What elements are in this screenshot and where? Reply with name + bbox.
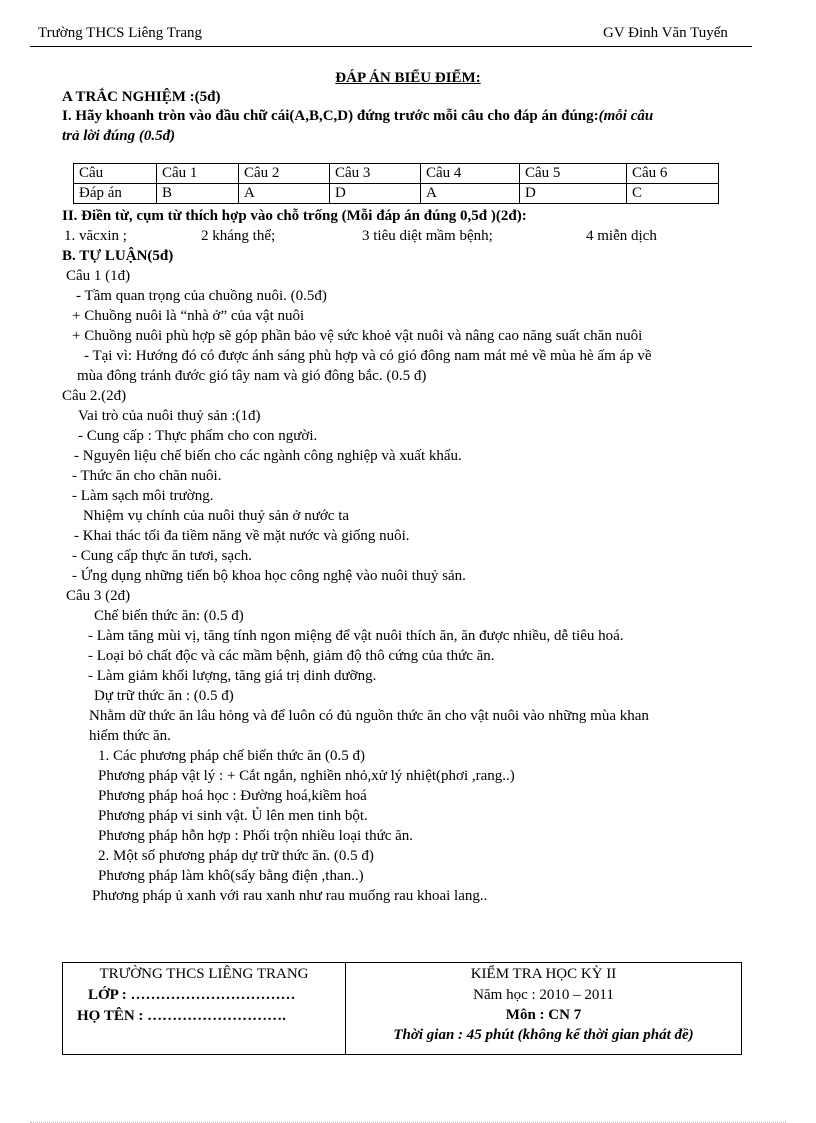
section-2-answer: 1. văcxin ; xyxy=(64,228,127,244)
answer-line: - Nguyên liệu chế biến cho các ngành công nghiệp và xuất khẩu. xyxy=(74,448,462,464)
answer-line: - Làm sạch môi trường. xyxy=(72,488,214,504)
answer-line: Nhiệm vụ chính của nuôi thuỷ sản ở nước ta xyxy=(83,508,350,524)
answer-line: - Khai thác tối đa tiềm năng về mặt nước và giống nuôi. xyxy=(74,528,410,544)
answer-line: hiếm thức ăn. xyxy=(89,728,171,744)
exam-title: KIỂM TRA HỌC KỲ II xyxy=(470,966,617,982)
table-cell: A xyxy=(421,184,520,204)
answer-line: + Chuồng nuôi phù hợp sẽ góp phần bảo vệ sức khoẻ vật nuôi và nâng cao năng suất chăn nuôi xyxy=(72,328,643,344)
table-cell: Câu 5 xyxy=(520,164,627,184)
school-year: Năm học : 2010 – 2011 xyxy=(473,987,614,1003)
table-cell: B xyxy=(157,184,239,204)
instruction-italic: (mỗi câu xyxy=(598,108,654,124)
table-cell: Câu 2 xyxy=(239,164,330,184)
instruction-italic-cont: trả lời đúng (0.5đ) xyxy=(62,128,176,144)
subject: Môn : CN 7 xyxy=(505,1007,582,1023)
answer-line: + Chuồng nuôi là “nhà ở” của vật nuôi xyxy=(72,308,305,324)
exam-duration: Thời gian : 45 phút (không kể thời gian phát đề) xyxy=(393,1027,694,1043)
answer-line: Vai trò của nuôi thuỷ sản :(1đ) xyxy=(78,408,261,424)
answer-line: - Tại vì: Hướng đó có được ánh sáng phù hợp và có gió đông nam mát mẻ về mùa hè ấm áp về xyxy=(84,348,652,364)
footer-school: TRƯỜNG THCS LIÊNG TRANG xyxy=(99,966,309,982)
answer-line: - Làm giảm khối lượng, tăng giá trị dinh dưỡng. xyxy=(88,668,377,684)
question-heading: Câu 2.(2đ) xyxy=(62,388,127,404)
answer-line: Chế biến thức ăn: (0.5 đ) xyxy=(94,608,244,624)
school-header: Trường THCS Liêng Trang xyxy=(38,25,203,41)
answer-line: - Cung cấp thực ăn tươi, sạch. xyxy=(72,548,252,564)
table-cell: Câu 1 xyxy=(157,164,239,184)
table-cell: Câu 4 xyxy=(421,164,520,184)
answer-line: Nhằm dữ thức ăn lâu hỏng và để luôn có đủ nguồn thức ăn cho vật nuôi vào những mùa khan xyxy=(89,708,649,724)
section-2-answer: 3 tiêu diệt mầm bệnh; xyxy=(362,228,493,244)
question-heading: Câu 3 (2đ) xyxy=(66,588,131,604)
name-field: HỌ TÊN : ………………………. xyxy=(77,1008,286,1024)
table-cell: D xyxy=(330,184,421,204)
answer-line: Phương pháp vi sinh vật. Ủ lên men tinh bột. xyxy=(98,808,368,824)
table-cell: Đáp án xyxy=(74,184,157,204)
question-heading: Câu 1 (1đ) xyxy=(66,268,131,284)
answer-line: Dự trữ thức ăn : (0.5 đ) xyxy=(94,688,234,704)
table-cell: Câu 6 xyxy=(627,164,719,184)
table-cell: A xyxy=(239,184,330,204)
answer-line: - Làm tăng mùi vị, tăng tính ngon miệng để vật nuôi thích ăn, ăn được nhiều, dễ tiêu hoá. xyxy=(88,628,624,644)
answer-line: Phương pháp làm khô(sấy bằng điện ,than..) xyxy=(98,868,364,884)
answer-line: Phương pháp vật lý : + Cắt ngắn, nghiền nhỏ,xử lý nhiệt(phơi ,rang..) xyxy=(98,768,515,784)
answer-line: - Thức ăn cho chăn nuôi. xyxy=(72,468,222,484)
table-cell: D xyxy=(520,184,627,204)
table-cell: C xyxy=(627,184,719,204)
part-b-heading: B. TỰ LUẬN(5đ) xyxy=(62,248,174,264)
teacher-header: GV Đinh Văn Tuyến xyxy=(603,25,728,41)
answer-line: - Loại bỏ chất độc và các mầm bệnh, giảm độ thô cứng của thức ăn. xyxy=(88,648,495,664)
answer-line: 1. Các phương pháp chế biến thức ăn (0.5 đ) xyxy=(98,748,366,764)
answer-line: mùa đông tránh đước gió tây nam và gió đông bắc. (0.5 đ) xyxy=(77,368,427,384)
answer-line: - Cung cấp : Thực phẩm cho con người. xyxy=(78,428,318,444)
section-2-answer: 4 miễn dịch xyxy=(586,228,657,244)
part-a-instruction xyxy=(62,108,653,125)
instruction-main: I. Hãy khoanh tròn vào đầu chữ cái(A,B,C,D) đứng trước mỗi câu cho đáp án đúng: xyxy=(62,108,599,124)
student-info xyxy=(63,963,346,1054)
table-row xyxy=(74,184,719,204)
answer-line: - Tầm quan trọng của chuồng nuôi. (0.5đ) xyxy=(76,288,327,304)
table-row xyxy=(74,164,719,184)
exam-info xyxy=(346,963,741,1054)
answer-line: Phương pháp hỗn hợp : Phối trộn nhiều loại thức ăn. xyxy=(98,828,414,844)
page-title: ĐÁP ÁN BIỂU ĐIỂM: xyxy=(335,70,481,86)
answer-line: Phương pháp hoá học : Đường hoá,kiềm hoá xyxy=(98,788,367,804)
answer-line: 2. Một số phương pháp dự trữ thức ăn. (0.5 đ) xyxy=(98,848,374,864)
part-a-heading: A TRẮC NGHIỆM :(5đ) xyxy=(62,89,221,105)
class-field: LỚP : …………………………… xyxy=(88,987,296,1003)
section-2-answer: 2 kháng thể; xyxy=(201,228,276,244)
answer-table xyxy=(73,163,719,204)
section-2-heading: II. Điền từ, cụm từ thích hợp vào chỗ trống (Mỗi đáp án đúng 0,5đ )(2đ): xyxy=(62,208,527,224)
table-cell: Câu 3 xyxy=(330,164,421,184)
answer-line: - Ứng dụng những tiến bộ khoa học công nghệ vào nuôi thuỷ sản. xyxy=(72,568,466,584)
header-rule xyxy=(30,46,752,47)
answer-line: Phương pháp ủ xanh với rau xanh như rau muống rau khoai lang.. xyxy=(92,888,488,904)
table-cell: Câu xyxy=(74,164,157,184)
exam-info-box xyxy=(62,962,742,1055)
